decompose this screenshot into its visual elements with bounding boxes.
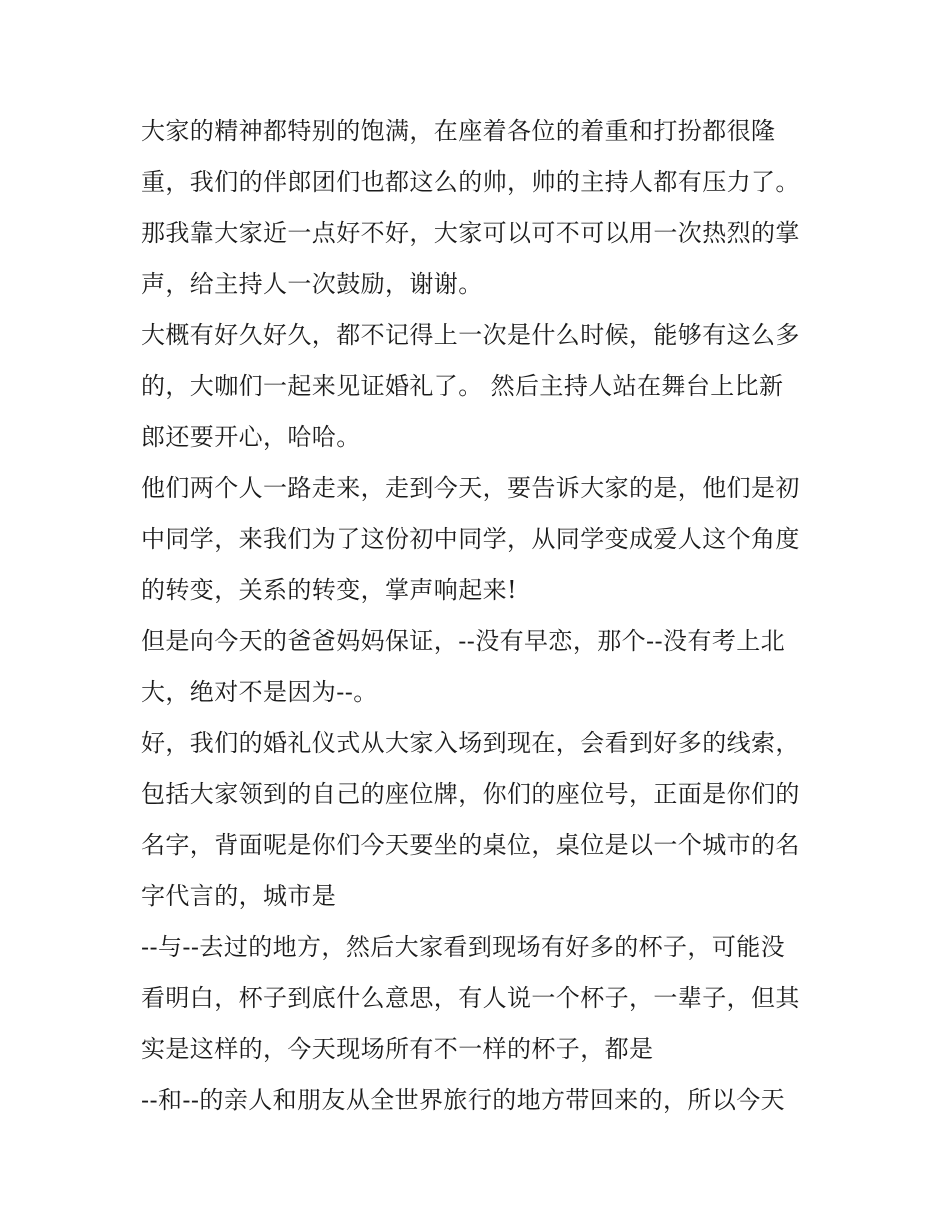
text-line: 那我靠大家近一点好不好，大家可以可不可以用一次热烈的掌 [141, 219, 800, 247]
text-line: 看明白，杯子到底什么意思，有人说一个杯子，一辈子，但其 [141, 984, 800, 1012]
text-line: 他们两个人一路走来，走到今天，要告诉大家的是，他们是初 [141, 474, 800, 502]
text-line: 中同学，来我们为了这份初中同学，从同学变成爱人这个角度 [141, 525, 800, 553]
document-body [141, 106, 821, 1126]
text-line: --与--去过的地方，然后大家看到现场有好多的杯子，可能没 [141, 933, 786, 961]
text-line: 字代言的，城市是 [141, 882, 337, 910]
text-line: 大家的精神都特别的饱满，在座着各位的着重和打扮都很隆 [141, 117, 776, 145]
text-line: 但是向今天的爸爸妈妈保证，--没有早恋，那个--没有考上北 [141, 627, 786, 655]
text-line: 大概有好久好久，都不记得上一次是什么时候，能够有这么多 [141, 321, 800, 349]
text-line: 的转变，关系的转变，掌声响起来! [141, 576, 518, 604]
text-line: 实是这样的，今天现场所有不一样的杯子，都是 [141, 1035, 654, 1063]
text-line: 包括大家领到的自己的座位牌，你们的座位号，正面是你们的 [141, 780, 800, 808]
text-line: 名字，背面呢是你们今天要坐的桌位，桌位是以一个城市的名 [141, 831, 800, 859]
text-line: --和--的亲人和朋友从全世界旅行的地方带回来的，所以今天 [141, 1086, 786, 1114]
text-line: 声，给主持人一次鼓励，谢谢。 [141, 270, 483, 298]
text-line: 大，绝对不是因为--。 [141, 678, 378, 706]
text-line: 郎还要开心，哈哈。 [141, 423, 361, 451]
text-line: 的，大咖们一起来见证婚礼了。 然后主持人站在舞台上比新 [141, 372, 784, 400]
text-line: 重，我们的伴郎团们也都这么的帅，帅的主持人都有压力了。 [141, 168, 800, 196]
text-line: 好，我们的婚礼仪式从大家入场到现在，会看到好多的线索， [141, 729, 800, 757]
